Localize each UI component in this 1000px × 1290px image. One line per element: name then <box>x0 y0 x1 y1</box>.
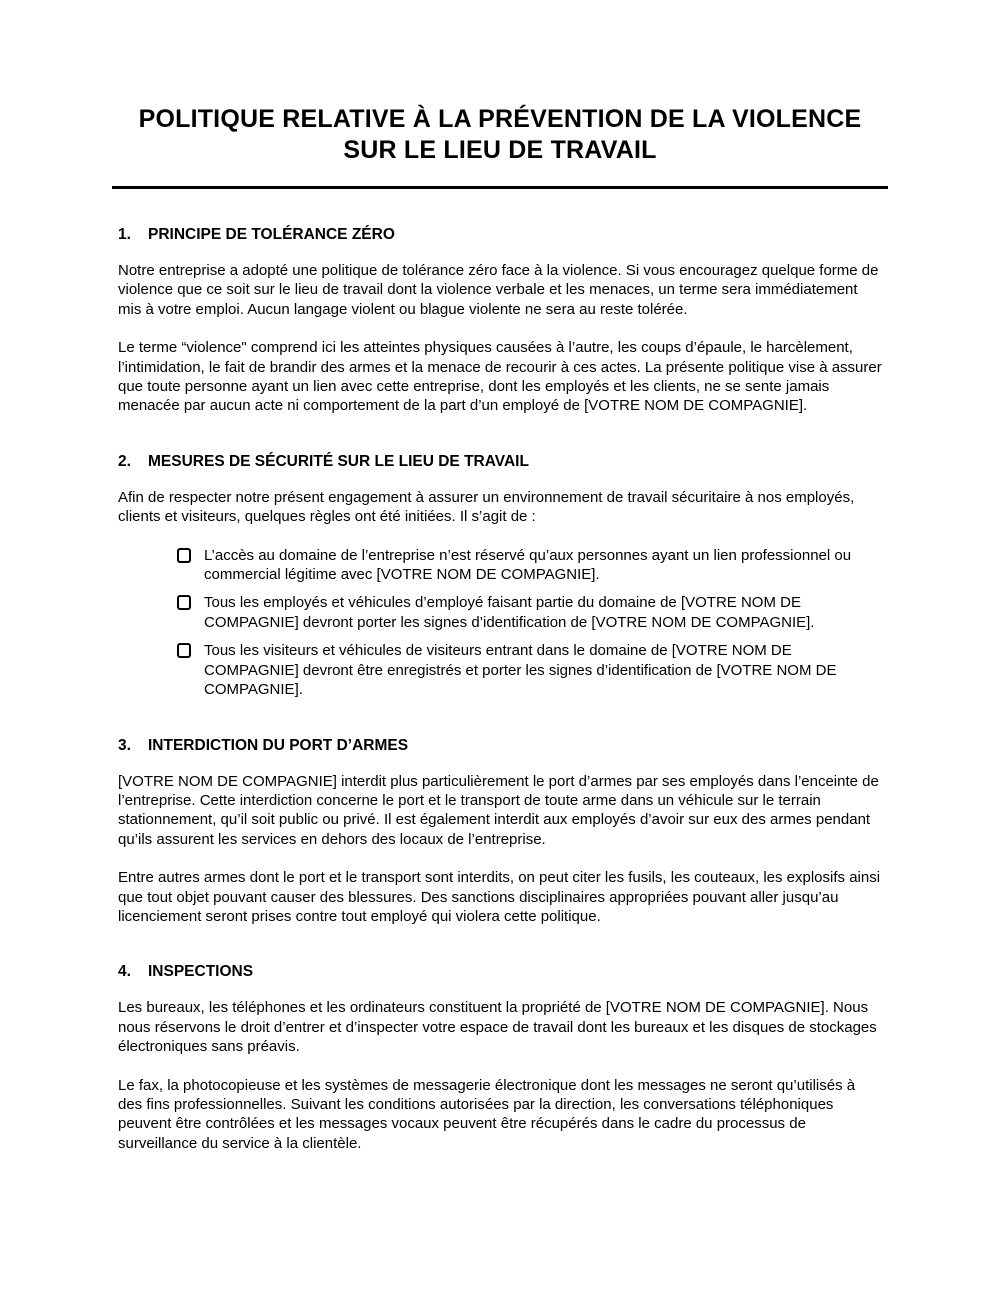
list-item <box>118 546 882 585</box>
section-heading-text: INTERDICTION DU PORT D’ARMES <box>148 736 409 754</box>
section-heading <box>118 736 882 755</box>
section-heading <box>118 452 882 471</box>
page-title-line1: POLITIQUE RELATIVE À LA PRÉVENTION DE LA VIOLENCE <box>138 105 862 133</box>
section-number: 3. <box>118 736 131 754</box>
section-number: 4. <box>118 963 131 981</box>
checkbox-icon <box>177 595 191 610</box>
paragraph: Les bureaux, les téléphones et les ordinateurs constituent la propriété de [VOTRE NOM DE COMPAGNIE]. Nous nous réservons le droit d’entrer et d’inspecter votre espace de travail dont les bureaux et les disques de stockages électroniques sans préavis. <box>118 999 877 1056</box>
list-item <box>118 593 882 632</box>
paragraph: Notre entreprise a adopté une politique de tolérance zéro face à la violence. Si vous encouragez quelque forme de violence que ce soit sur le lieu de travail dont la violence verbale et les menaces, un terme sera immédiatement mis à votre emploi. Aucun langage violent ou blague violente ne sera au reste tolérée. <box>118 262 879 318</box>
horizontal-rule <box>112 186 888 189</box>
page-title-line2: SUR LE LIEU DE TRAVAIL <box>343 136 657 164</box>
paragraph: Le fax, la photocopieuse et les systèmes de messagerie électronique dont les messages ne seront qu’utilisés à des fins professionnelles. Suivant les conditions autorisées par la direction, les conversations téléphoniques peuvent être contrôlées et les messages vocaux peuvent être récupérés dans le cadre du processus de surveillance du service à la clientèle. <box>118 1076 856 1152</box>
list-item-text: L’accès au domaine de l’entreprise n’est réservé qu’aux personnes ayant un lien professionnel ou commercial légitime avec [VOTRE NOM DE COMPAGNIE]. <box>204 546 852 584</box>
section-heading-text: PRINCIPE DE TOLÉRANCE ZÉRO <box>148 226 395 243</box>
list-item-text: Tous les visiteurs et véhicules de visiteurs entrant dans le domaine de [VOTRE NOM DE COMPAGNIE] devront être enregistrés et porter les signes d’identification de [VOTRE NOM DE COMPAGNIE]. <box>204 642 837 699</box>
section-heading-text: INSPECTIONS <box>148 963 254 981</box>
section-inspections <box>118 962 882 1153</box>
section-number: 1. <box>118 226 131 243</box>
checkbox-list <box>118 546 882 700</box>
section-heading-text: MESURES DE SÉCURITÉ SUR LE LIEU DE TRAVAIL <box>148 452 529 470</box>
section-mesures-securite <box>118 452 882 700</box>
paragraph: Le terme “violence" comprend ici les atteintes physiques causées à l’autre, les coups d’épaule, le harcèlement, l’intimidation, le fait de brandir des armes et la menace de recourir à ces actes. La présente politique vise à assurer que toute personne ayant un lien avec cette entreprise, dont les employés et les clients, ne se sente jamais menacée par aucun acte ni comportement de la part d’un employé de [VOTRE NOM DE COMPAGNIE]. <box>118 339 882 415</box>
section-principe-tolerance-zero <box>118 225 882 416</box>
section-heading <box>118 225 882 244</box>
checkbox-icon <box>177 548 191 563</box>
section-heading <box>118 962 882 981</box>
list-item <box>118 641 882 699</box>
section-number: 2. <box>118 452 131 470</box>
paragraph: Afin de respecter notre présent engagement à assurer un environnement de travail sécuritaire à nos employés, clients et visiteurs, quelques règles ont été initiées. Il s’agit de : <box>118 488 855 526</box>
paragraph: Entre autres armes dont le port et le transport sont interdits, on peut citer les fusils, les couteaux, les explosifs ainsi que tout objet pouvant causer des blessures. Des sanctions disciplinaires appropriées pouvant aller jusqu’au licenciement seront prises contre tout employé qui violera cette politique. <box>118 869 881 925</box>
checkbox-icon <box>177 643 191 658</box>
page-title <box>118 104 882 166</box>
paragraph: [VOTRE NOM DE COMPAGNIE] interdit plus particulièrement le port d’armes par ses employés dans l’enceinte de l’entreprise. Cette interdiction concerne le port et le transport de toute arme dans un véhicule sur le terrain stationnement, qu’il soit public ou privé. Il est également interdit aux employés d’avoir sur eux des armes pendant qu’ils assurent les services en dehors des locaux de l’entreprise. <box>118 772 879 848</box>
section-interdiction-armes <box>118 736 882 927</box>
list-item-text: Tous les employés et véhicules d’employé faisant partie du domaine de [VOTRE NOM DE COMPAGNIE] devront porter les signes d’identification de [VOTRE NOM DE COMPAGNIE]. <box>204 594 815 631</box>
